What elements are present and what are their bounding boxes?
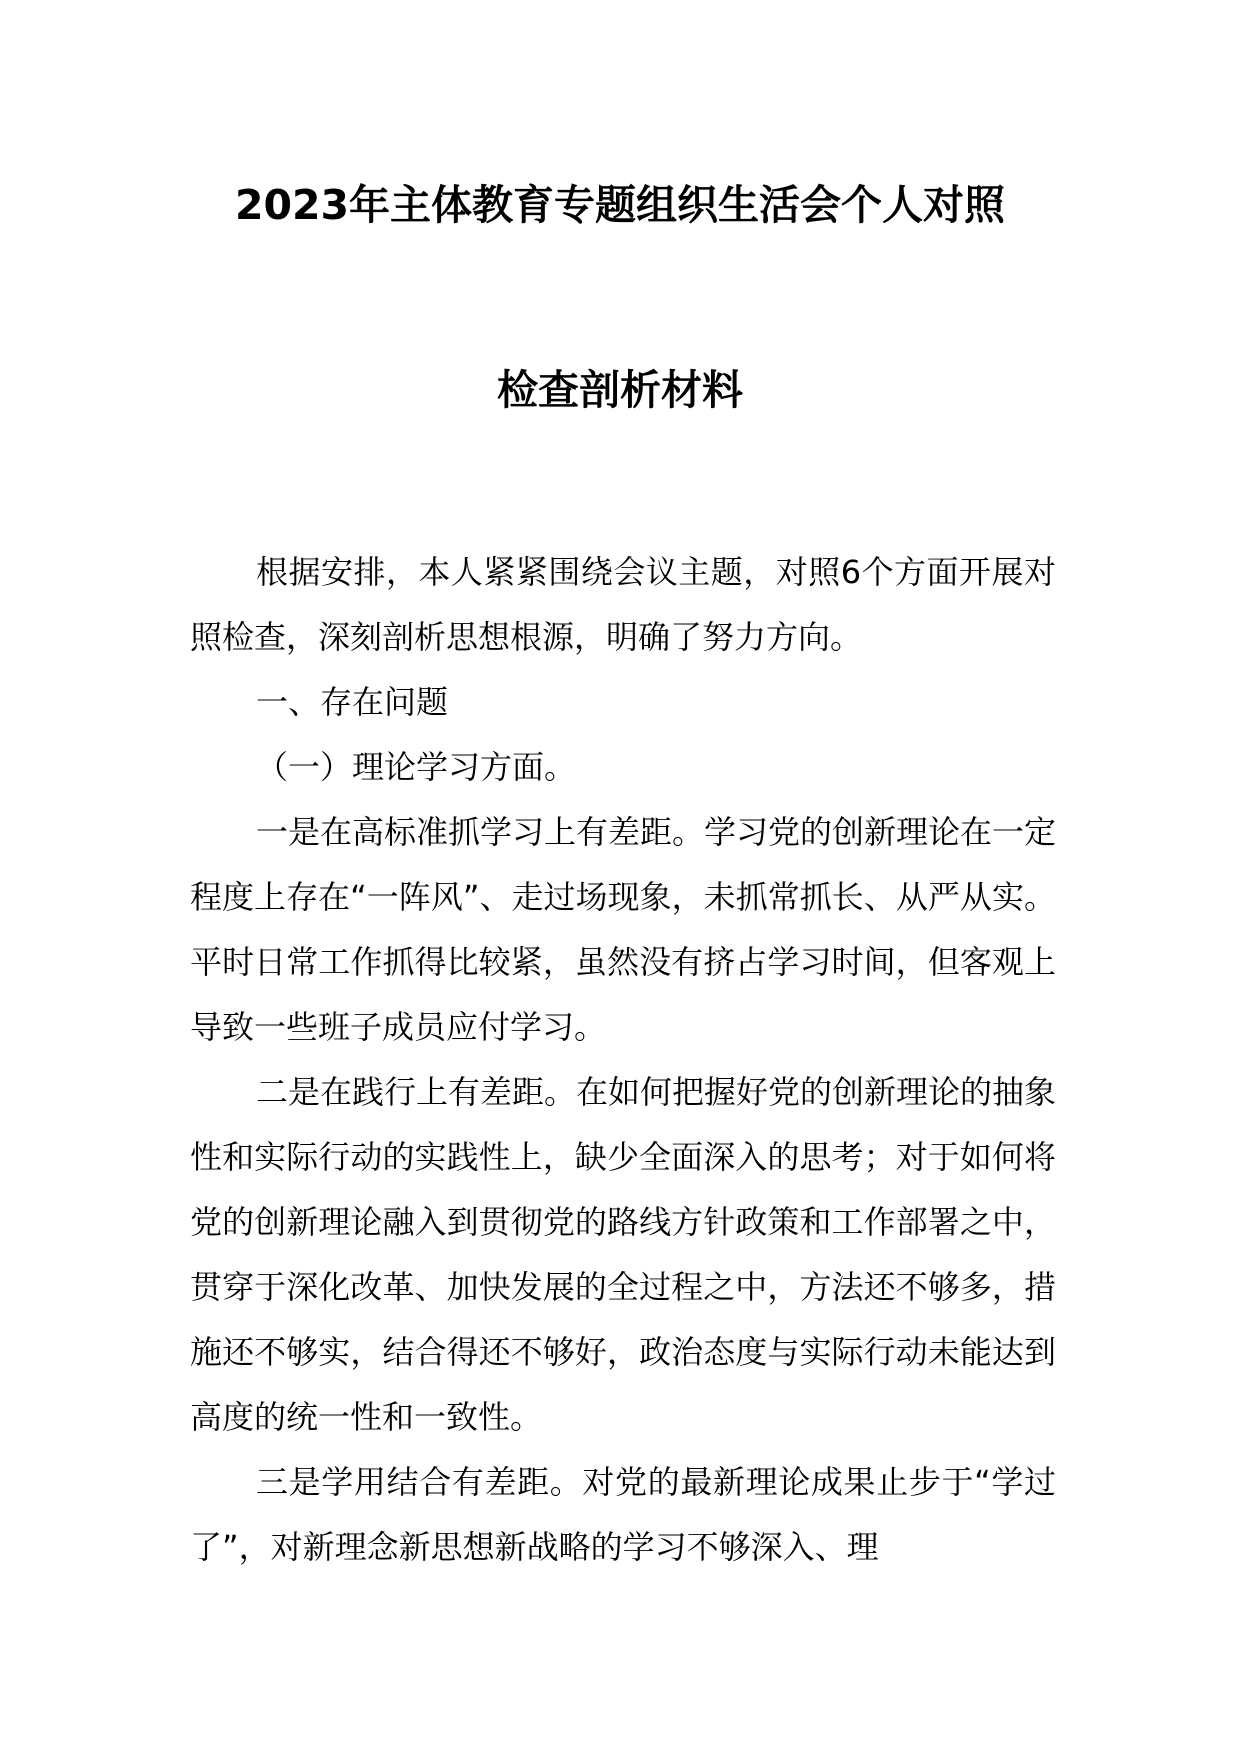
problem-paragraph-1: 一是在高标准抓学习上有差距。学习党的创新理论在一定程度上存在“一阵风”、走过场现象，未抓常抓长、从严从实。平时日常工作抓得比较紧，虽然没有挤占学习时间，但客观上导致一些班子成员应付学习。 [190, 813, 1057, 1046]
document-body [190, 540, 1056, 1580]
intro-paragraph: 根据安排，本人紧紧围绕会议主题，对照6个方面开展对照检查，深刻剖析思想根源，明确了努力方向。 [190, 553, 1056, 656]
subsection-heading-theory-study: （一）理论学习方面。 [256, 748, 577, 786]
problem-paragraph-2: 二是在践行上有差距。在如何把握好党的创新理论的抽象性和实际行动的实践性上，缺少全面深入的思考；对于如何将党的创新理论融入到贯彻党的路线方针政策和工作部署之中，贯穿于深化改革、加快发展的全过程之中，方法还不够多，措施还不够实，结合得还不够好，政治态度与实际行动未能达到高度的统一性和一致性。 [190, 1073, 1057, 1436]
document-title-line-1: 2023年主体教育专题组织生活会个人对照 [234, 181, 1006, 229]
problem-paragraph-3: 三是学用结合有差距。对党的最新理论成果止步于“学过了”，对新理念新思想新战略的学习不够深入、理 [190, 1463, 1056, 1566]
section-heading-existing-problems: 一、存在问题 [256, 683, 449, 721]
document-title-line-2: 检查剖析材料 [497, 366, 743, 414]
